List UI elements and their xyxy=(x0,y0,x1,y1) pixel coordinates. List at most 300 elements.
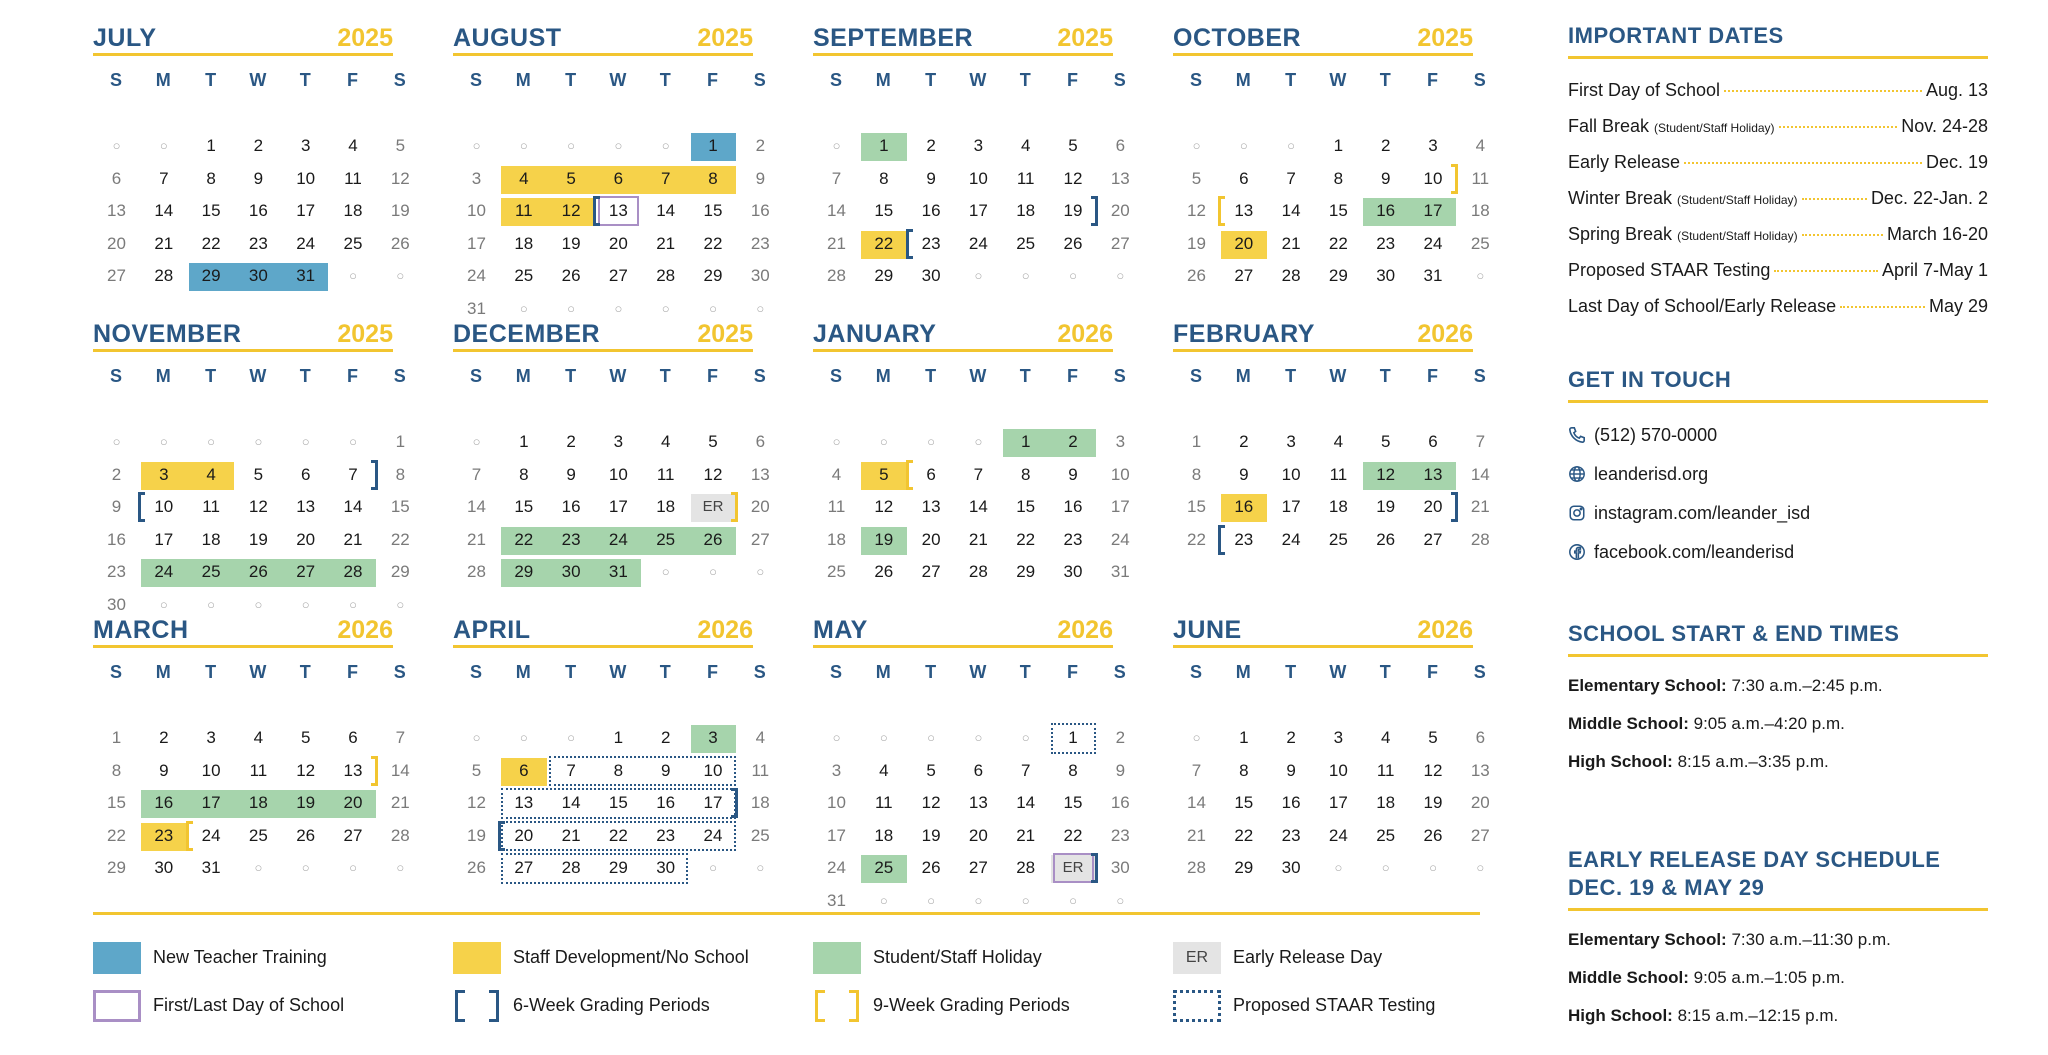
day-cell: 12 xyxy=(467,793,486,812)
day-cell: 5 xyxy=(395,136,406,155)
weekday-label: S xyxy=(393,366,406,386)
empty-day-marker: ○ xyxy=(927,892,936,908)
day-cell: 16 xyxy=(561,497,581,516)
month-year: 2026 xyxy=(697,616,753,644)
day-cell: 13 xyxy=(514,793,534,812)
contact-link[interactable] xyxy=(1568,538,1794,566)
day-cell: 19 xyxy=(1376,497,1396,516)
day-cell: 10 xyxy=(467,201,486,220)
weekday-label: M xyxy=(515,70,531,90)
month-april xyxy=(453,614,770,994)
important-date-row xyxy=(1568,224,1988,250)
day-cell: 13 xyxy=(1423,464,1443,484)
day-cell: 10 xyxy=(968,168,988,188)
month-name: JUNE xyxy=(1173,616,1242,644)
empty-day-marker: ○ xyxy=(159,138,168,153)
day-cell: 30 xyxy=(1110,858,1130,877)
day-cell: 3 xyxy=(471,168,482,188)
day-cell: 1 xyxy=(879,136,889,155)
day-cell: 18 xyxy=(514,233,534,253)
empty-day-marker: ○ xyxy=(1069,268,1077,283)
leader-dots xyxy=(1724,90,1922,92)
day-cell: 11 xyxy=(202,497,220,516)
day-cell: 9 xyxy=(111,497,122,516)
weekday-label: S xyxy=(753,662,766,682)
important-date-label-text: Spring Break xyxy=(1568,224,1673,244)
weekday-label: S xyxy=(753,366,766,386)
empty-day-marker: ○ xyxy=(567,730,576,745)
month-year: 2025 xyxy=(337,320,393,348)
day-cell: 30 xyxy=(154,858,174,877)
legend-item xyxy=(1173,990,1513,1024)
legend-swatch xyxy=(813,942,861,974)
day-cell: 18 xyxy=(248,793,268,812)
weekday-label: M xyxy=(155,662,171,682)
weekday-label: M xyxy=(515,366,531,386)
day-cell: 7 xyxy=(348,464,358,484)
month-name: OCTOBER xyxy=(1173,24,1302,52)
day-cell: 28 xyxy=(1187,858,1206,877)
important-date-label-text: Proposed STAAR Testing xyxy=(1568,260,1771,280)
day-cell: 10 xyxy=(154,497,174,516)
legend-label: Student/Staff Holiday xyxy=(873,947,1042,967)
day-cell: 4 xyxy=(1475,136,1486,155)
day-cell: 28 xyxy=(154,266,174,285)
early-release-heading xyxy=(1568,846,1988,911)
day-cell: 18 xyxy=(1328,497,1348,516)
empty-day-marker: ○ xyxy=(1381,860,1390,875)
day-cell: 28 xyxy=(968,562,988,581)
day-cell: 18 xyxy=(201,529,221,549)
day-cell: 27 xyxy=(1234,266,1254,285)
day-cell: 8 xyxy=(613,760,624,780)
phone-icon xyxy=(1568,426,1594,444)
day-grid xyxy=(813,614,1130,994)
empty-day-marker: ○ xyxy=(519,730,528,745)
legend-divider xyxy=(93,912,1480,915)
month-year: 2026 xyxy=(1417,320,1473,348)
weekday-label: T xyxy=(1019,662,1031,682)
school-level-label: Middle School: xyxy=(1568,968,1689,987)
day-cell: 22 xyxy=(1187,529,1206,549)
day-cell: 22 xyxy=(1016,529,1036,549)
day-cell: 19 xyxy=(296,793,316,812)
empty-day-marker: ○ xyxy=(396,860,405,875)
school-times-heading: SCHOOL START & END TIMES xyxy=(1568,620,1988,657)
empty-day-marker: ○ xyxy=(254,596,263,612)
empty-day-marker: ○ xyxy=(349,434,357,449)
day-cell: 23 xyxy=(750,233,770,253)
day-cell: 25 xyxy=(248,825,268,845)
day-cell: 7 xyxy=(159,168,169,188)
important-dates-heading: IMPORTANT DATES xyxy=(1568,22,1988,59)
day-cell: 14 xyxy=(656,201,676,220)
day-cell: 2 xyxy=(159,728,169,747)
weekday-label: M xyxy=(155,366,171,386)
day-cell: 8 xyxy=(206,168,216,188)
day-cell: 29 xyxy=(107,858,126,877)
day-cell: 17 xyxy=(827,825,846,845)
day-cell: 25 xyxy=(343,233,363,253)
day-cell: 9 xyxy=(1239,464,1249,484)
empty-day-marker: ○ xyxy=(396,596,405,612)
empty-day-marker: ○ xyxy=(879,434,888,449)
day-cell: 15 xyxy=(1234,793,1254,812)
day-cell: 29 xyxy=(608,858,628,877)
day-cell: 13 xyxy=(608,201,628,220)
day-cell: 11 xyxy=(1329,464,1348,484)
day-cell: 19 xyxy=(467,825,486,845)
important-date-label-text: Last Day of School/Early Release xyxy=(1568,296,1837,316)
day-cell: 6 xyxy=(1239,168,1249,188)
day-cell: 17 xyxy=(1110,497,1130,516)
important-date-value: May 29 xyxy=(1928,296,1988,316)
day-cell: 3 xyxy=(300,136,311,155)
weekday-label: S xyxy=(1473,662,1486,682)
day-cell: 11 xyxy=(249,760,268,780)
weekday-label: T xyxy=(565,70,577,90)
legend-swatch xyxy=(93,990,141,1022)
day-cell: 10 xyxy=(1328,760,1348,780)
day-cell: 22 xyxy=(514,529,534,549)
day-cell: 14 xyxy=(968,497,988,516)
day-cell: 7 xyxy=(395,728,406,747)
day-cell: 30 xyxy=(107,594,126,614)
day-cell: 15 xyxy=(514,497,534,516)
day-cell: 16 xyxy=(248,201,268,220)
day-cell: 16 xyxy=(1234,497,1254,516)
day-cell: 20 xyxy=(1470,793,1490,812)
day-cell: 3 xyxy=(1428,136,1438,155)
day-cell: 31 xyxy=(201,858,221,877)
empty-day-marker: ○ xyxy=(112,138,121,153)
empty-day-marker: ○ xyxy=(301,596,310,612)
day-cell: 17 xyxy=(467,233,486,253)
day-cell: 9 xyxy=(1286,760,1296,780)
day-cell: 13 xyxy=(1470,760,1490,780)
day-cell: 12 xyxy=(921,793,941,812)
day-cell: 5 xyxy=(1428,728,1438,747)
early-release-day: ER xyxy=(1062,859,1084,876)
weekday-label: W xyxy=(969,662,987,682)
weekday-label: M xyxy=(1235,662,1251,682)
weekday-label: W xyxy=(249,662,267,682)
weekday-label: W xyxy=(969,366,987,386)
weekday-label: T xyxy=(659,70,671,90)
day-cell: 12 xyxy=(1063,168,1083,188)
day-cell: 26 xyxy=(296,825,316,845)
important-date-label-text: Early Release xyxy=(1568,152,1681,172)
empty-day-marker: ○ xyxy=(1021,730,1030,745)
legend-label: 6-Week Grading Periods xyxy=(513,995,710,1015)
day-cell: 17 xyxy=(154,529,174,549)
day-cell: 22 xyxy=(107,825,126,845)
day-cell: 24 xyxy=(827,858,846,877)
day-cell: 23 xyxy=(154,825,174,845)
important-date-value: Aug. 13 xyxy=(1925,80,1988,100)
day-cell: 30 xyxy=(1376,266,1396,285)
day-cell: 12 xyxy=(874,497,894,516)
day-cell: 30 xyxy=(248,266,268,285)
month-name: AUGUST xyxy=(453,24,562,52)
day-cell: 5 xyxy=(1380,432,1391,451)
empty-day-marker: ○ xyxy=(1116,268,1125,283)
day-cell: 15 xyxy=(390,497,410,516)
day-cell: 1 xyxy=(395,432,406,451)
day-cell: 9 xyxy=(1068,464,1078,484)
day-cell: 22 xyxy=(1234,825,1254,845)
day-cell: 17 xyxy=(1281,497,1301,516)
weekday-label: S xyxy=(109,366,122,386)
school-time-value: 9:05 a.m.–1:05 p.m. xyxy=(1693,968,1845,987)
day-cell: 6 xyxy=(348,728,358,747)
school-time-value: 9:05 a.m.–4:20 p.m. xyxy=(1693,714,1845,733)
empty-day-marker: ○ xyxy=(207,596,216,612)
day-cell: 20 xyxy=(608,233,628,253)
weekday-label: M xyxy=(155,70,171,90)
weekday-label: M xyxy=(1235,366,1251,386)
empty-day-marker: ○ xyxy=(1021,268,1030,283)
empty-day-marker: ○ xyxy=(1239,138,1248,153)
day-cell: 26 xyxy=(1187,266,1206,285)
day-cell: 15 xyxy=(1063,793,1083,812)
day-cell: 12 xyxy=(1423,760,1443,780)
early-release-heading-line2: DEC. 19 & MAY 29 xyxy=(1568,875,1765,900)
day-cell: 6 xyxy=(973,760,984,780)
empty-day-marker: ○ xyxy=(396,268,405,283)
weekday-label: W xyxy=(609,662,627,682)
day-cell: 13 xyxy=(107,201,126,220)
day-cell: 23 xyxy=(1234,529,1254,549)
month-name: JANUARY xyxy=(813,320,937,348)
day-cell: 17 xyxy=(608,497,628,516)
day-cell: 29 xyxy=(390,562,410,581)
weekday-label: T xyxy=(1285,70,1297,90)
empty-day-marker: ○ xyxy=(1069,892,1077,908)
weekday-label: T xyxy=(1285,366,1297,386)
day-cell: 22 xyxy=(1328,233,1348,253)
day-cell: 27 xyxy=(343,825,363,845)
weekday-label: T xyxy=(659,366,671,386)
day-cell: 20 xyxy=(296,529,316,549)
empty-day-marker: ○ xyxy=(661,300,670,316)
day-cell: 11 xyxy=(344,168,362,188)
day-cell: 22 xyxy=(608,825,628,845)
day-cell: 25 xyxy=(514,266,534,285)
empty-day-marker: ○ xyxy=(349,268,357,283)
legend-item xyxy=(93,990,433,1024)
day-cell: 7 xyxy=(660,168,671,188)
empty-day-marker: ○ xyxy=(472,434,481,449)
weekday-label: F xyxy=(347,366,358,386)
legend-swatch xyxy=(453,942,501,974)
day-cell: 25 xyxy=(1328,529,1348,549)
important-date-label xyxy=(1568,224,1798,245)
weekday-label: T xyxy=(205,366,217,386)
day-cell: 23 xyxy=(107,562,126,581)
day-cell: 28 xyxy=(1016,858,1036,877)
day-cell: 3 xyxy=(206,728,216,747)
early-release-heading-line1: EARLY RELEASE DAY SCHEDULE xyxy=(1568,847,1941,872)
legend-item xyxy=(453,990,793,1024)
day-cell: 18 xyxy=(874,825,894,845)
day-cell: 8 xyxy=(1020,464,1031,484)
school-time-row xyxy=(1568,676,1883,696)
day-cell: 8 xyxy=(519,464,529,484)
empty-day-marker: ○ xyxy=(519,300,528,316)
empty-day-marker: ○ xyxy=(661,564,670,579)
empty-day-marker: ○ xyxy=(159,434,168,449)
school-time-row xyxy=(1568,714,1845,734)
weekday-label: F xyxy=(1427,662,1438,682)
weekday-label: T xyxy=(299,662,311,682)
day-cell: 11 xyxy=(827,497,846,516)
day-cell: 25 xyxy=(1376,825,1396,845)
empty-day-marker: ○ xyxy=(974,730,983,745)
day-cell: 3 xyxy=(973,136,984,155)
important-date-note: (Student/Staff Holiday) xyxy=(1677,193,1798,207)
day-cell: 6 xyxy=(755,432,766,451)
weekday-label: S xyxy=(109,70,122,90)
day-cell: 1 xyxy=(206,136,216,155)
day-cell: 7 xyxy=(1286,168,1296,188)
legend-item xyxy=(453,942,793,976)
important-date-row xyxy=(1568,188,1988,214)
contact-link[interactable] xyxy=(1568,499,1810,527)
day-cell: 23 xyxy=(1376,233,1396,253)
empty-day-marker: ○ xyxy=(832,730,841,745)
day-cell: 4 xyxy=(348,136,358,155)
day-cell: 2 xyxy=(1239,432,1249,451)
day-cell: 3 xyxy=(159,464,169,484)
day-cell: 2 xyxy=(755,136,766,155)
day-cell: 27 xyxy=(1423,529,1443,549)
day-cell: 10 xyxy=(703,760,723,780)
day-cell: 8 xyxy=(1191,464,1202,484)
day-cell: 9 xyxy=(1115,760,1126,780)
day-cell: 5 xyxy=(1068,136,1078,155)
weekday-label: M xyxy=(1235,70,1251,90)
day-cell: 23 xyxy=(1281,825,1301,845)
day-cell: 24 xyxy=(1110,529,1130,549)
day-cell: 14 xyxy=(1187,793,1206,812)
day-cell: 25 xyxy=(1470,233,1490,253)
day-cell: 14 xyxy=(561,793,581,812)
weekday-label: T xyxy=(1285,662,1297,682)
empty-day-marker: ○ xyxy=(159,596,168,612)
day-cell: 25 xyxy=(1016,233,1036,253)
day-cell: 26 xyxy=(248,562,268,581)
day-cell: 21 xyxy=(1281,233,1301,253)
month-name: DECEMBER xyxy=(453,320,601,348)
empty-day-marker: ○ xyxy=(974,434,983,449)
day-cell: 5 xyxy=(300,728,311,747)
weekday-label: T xyxy=(565,662,577,682)
day-cell: 17 xyxy=(296,201,316,220)
important-date-label xyxy=(1568,152,1680,173)
empty-day-marker: ○ xyxy=(879,730,888,745)
contact-link[interactable] xyxy=(1568,460,1708,488)
day-cell: 20 xyxy=(968,825,988,845)
weekday-label: F xyxy=(1067,366,1078,386)
empty-day-marker: ○ xyxy=(1334,860,1343,875)
day-cell: 19 xyxy=(874,529,894,549)
weekday-label: T xyxy=(925,366,937,386)
day-cell: 24 xyxy=(1281,529,1301,549)
important-date-row xyxy=(1568,260,1988,286)
day-cell: 12 xyxy=(248,497,268,516)
day-cell: 14 xyxy=(1016,793,1036,812)
month-year: 2026 xyxy=(337,616,393,644)
day-cell: 7 xyxy=(471,464,482,484)
day-cell: 15 xyxy=(874,201,894,220)
day-cell: 24 xyxy=(154,562,174,581)
leader-dots xyxy=(1802,234,1883,236)
weekday-label: S xyxy=(1189,366,1202,386)
contact-link[interactable] xyxy=(1568,421,1717,449)
weekday-label: W xyxy=(249,70,267,90)
day-cell: 14 xyxy=(154,201,174,220)
day-cell: 8 xyxy=(1068,760,1078,780)
day-cell: 21 xyxy=(1470,497,1490,516)
empty-day-marker: ○ xyxy=(614,300,623,316)
day-cell: 13 xyxy=(1110,168,1130,188)
month-year: 2025 xyxy=(337,24,393,52)
day-cell: 2 xyxy=(111,464,122,484)
month-year: 2026 xyxy=(1057,616,1113,644)
day-cell: 5 xyxy=(471,760,482,780)
month-name: APRIL xyxy=(453,616,531,644)
day-cell: 19 xyxy=(561,233,581,253)
month-name: MARCH xyxy=(93,616,189,644)
day-cell: 11 xyxy=(874,793,893,812)
empty-day-marker: ○ xyxy=(1021,892,1030,908)
day-cell: 18 xyxy=(343,201,363,220)
day-cell: 9 xyxy=(253,168,264,188)
day-cell: 24 xyxy=(296,233,316,253)
school-level-label: Elementary School: xyxy=(1568,930,1727,949)
legend-swatch xyxy=(1173,990,1221,1022)
day-cell: 29 xyxy=(1328,266,1348,285)
day-cell: 3 xyxy=(1115,432,1126,451)
empty-day-marker: ○ xyxy=(472,138,481,153)
contact-text: (512) 570-0000 xyxy=(1594,424,1718,445)
weekday-label: F xyxy=(347,662,358,682)
day-cell: 25 xyxy=(656,529,676,549)
weekday-label: T xyxy=(205,70,217,90)
day-cell: 6 xyxy=(613,168,624,188)
important-date-label-text: First Day of School xyxy=(1568,80,1721,100)
month-name: NOVEMBER xyxy=(93,320,242,348)
empty-day-marker: ○ xyxy=(472,730,481,745)
day-cell: 17 xyxy=(201,793,221,812)
day-cell: 15 xyxy=(608,793,628,812)
empty-day-marker: ○ xyxy=(254,434,263,449)
month-may xyxy=(813,614,1130,994)
day-cell: 2 xyxy=(1380,136,1391,155)
legend-label: New Teacher Training xyxy=(153,947,327,967)
day-cell: 29 xyxy=(201,266,221,285)
day-cell: 20 xyxy=(1110,201,1130,220)
day-cell: 25 xyxy=(750,825,770,845)
empty-day-marker: ○ xyxy=(1116,892,1125,908)
day-cell: 10 xyxy=(201,760,221,780)
day-cell: 4 xyxy=(660,432,671,451)
day-cell: 3 xyxy=(1286,432,1296,451)
school-level-label: Elementary School: xyxy=(1568,676,1727,695)
legend-label: 9-Week Grading Periods xyxy=(873,995,1070,1015)
day-cell: 31 xyxy=(1423,266,1443,285)
